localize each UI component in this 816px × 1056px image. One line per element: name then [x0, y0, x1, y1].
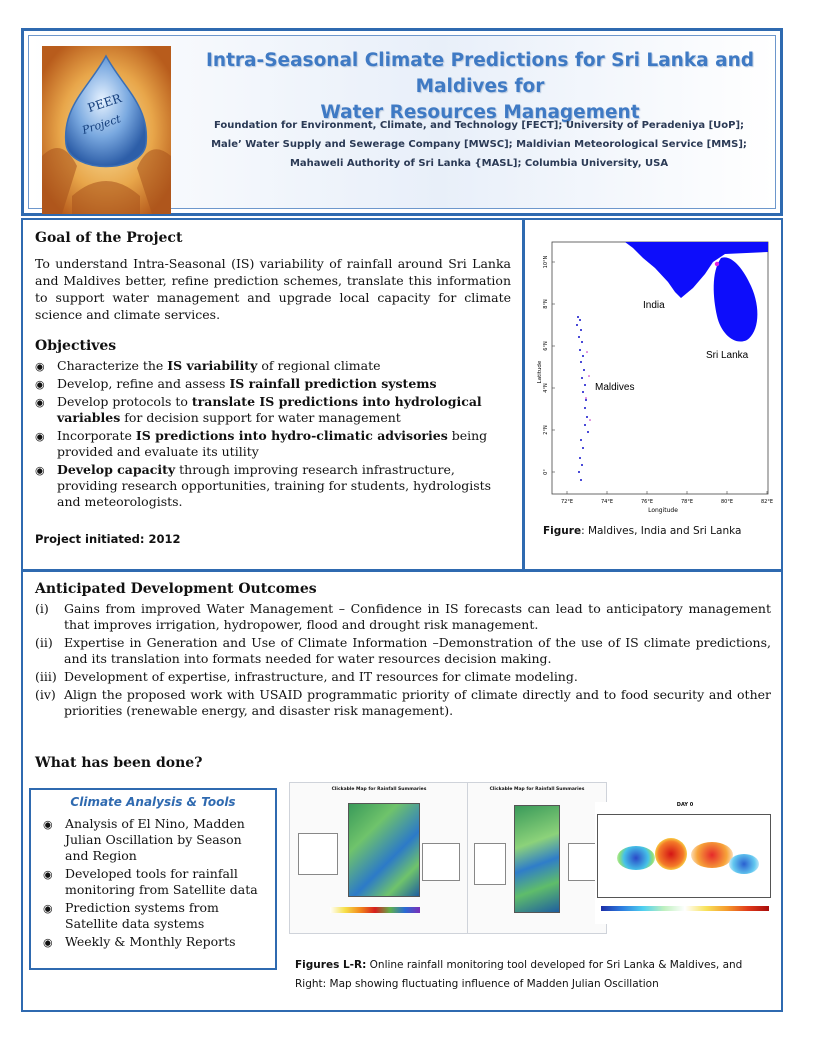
objective-text: of regional climate: [257, 358, 381, 373]
outcome-item: [35, 601, 771, 633]
outcome-item: [35, 635, 771, 667]
map-caption: [543, 522, 741, 541]
objectives-list: [33, 358, 505, 512]
map-y-tick-label: 10°N: [543, 255, 549, 269]
tool-item: [41, 816, 267, 864]
objectives-heading: Objectives: [35, 338, 117, 354]
bullet-icon: ◉: [35, 396, 45, 409]
tool-text: Weekly & Monthly Reports: [65, 934, 236, 949]
rainfall-map-figure-1: [289, 782, 469, 934]
tool-text: Prediction systems from Satellite data systems: [65, 900, 219, 931]
peer-project-logo: [42, 46, 171, 214]
outcome-text: Align the proposed work with USAID programmatic priority of climate directly and to food security and other priorities (renewable energy, and disaster risk management).: [64, 687, 771, 718]
climate-analysis-box: [29, 788, 277, 970]
outcome-item: [35, 687, 771, 719]
map-y-tick-label: 2°N: [543, 425, 549, 435]
figures-caption: [295, 956, 742, 994]
outcomes-heading: Anticipated Development Outcomes: [35, 581, 317, 597]
objective-text: being provided and evaluate its utility: [57, 428, 488, 459]
objective-text: for decision support for water management: [120, 410, 401, 425]
objective-item: [33, 428, 505, 460]
figures-caption-line-2: Right: Map showing fluctuating influence of Madden Julian Oscillation: [295, 978, 659, 990]
objective-item: [33, 376, 505, 392]
outcomes-list: [35, 601, 771, 721]
rainfall-map-figure-2: [467, 782, 607, 934]
title-line-2: Water Resources Management: [320, 102, 640, 123]
bullet-icon: ◉: [43, 868, 53, 881]
objective-bold: Develop capacity: [57, 462, 176, 477]
map-y-tick-label: 0°: [543, 469, 549, 475]
map-label-maldives: Maldives: [595, 382, 635, 393]
goal-text: To understand Intra-Seasonal (IS) variability of rainfall around Sri Lanka and Maldives better, refine prediction schemes, translate this information to support water management and upgrade local capacity for climate science and climate services.: [35, 256, 511, 322]
header-banner: [21, 28, 783, 216]
objective-text: Develop, refine and assess: [57, 376, 230, 391]
bullet-icon: ◉: [35, 360, 45, 373]
map-x-tick-label: 78°E: [680, 499, 694, 505]
logo-text-peer: PEER: [85, 91, 124, 116]
map-x-axis-label: Longitude: [648, 507, 678, 514]
objective-text: through improving research infrastructure, providing research opportunities, training for students, hydrologists and meteorologists.: [57, 462, 492, 509]
bullet-icon: ◉: [43, 818, 53, 831]
outcome-text: Expertise in Generation and Use of Climate Information –Demonstration of the use of IS climate predictions, and its translation into formats needed for water resources decision making.: [64, 635, 771, 666]
bullet-icon: ◉: [35, 464, 45, 477]
figures-caption-bold: Figures L-R:: [295, 959, 367, 971]
fig2-title: Clickable Map for Rainfall Summaries: [489, 787, 585, 792]
goal-section: [21, 218, 524, 571]
orgs-line-2: Male’ Water Supply and Sewerage Company [MWSC]; Maldivian Meteorological Service [MMS];: [211, 139, 747, 150]
map-x-tick-label: 74°E: [600, 499, 614, 505]
bullet-icon: ◉: [43, 902, 53, 915]
outcome-text: Development of expertise, infrastructure, and IT resources for climate modeling.: [64, 669, 578, 684]
map-figure: [525, 222, 778, 543]
map-x-tick-label: 80°E: [720, 499, 734, 505]
orgs-line-3: Mahaweli Authority of Sri Lanka {MASL]; Columbia University, USA: [289, 158, 669, 169]
objective-item: [33, 462, 505, 510]
fig1-title: Clickable Map for Rainfall Summaries: [331, 787, 427, 792]
map-caption-text: : Maldives, India and Sri Lanka: [581, 525, 742, 537]
outcome-item: [35, 669, 771, 685]
bullet-icon: ◉: [43, 936, 53, 949]
fig3-title: DAY 0: [676, 802, 694, 808]
project-initiated: Project initiated: 2012: [35, 532, 181, 546]
tool-text: Developed tools for rainfall monitoring from Satellite data: [65, 866, 258, 897]
objective-text: Incorporate: [57, 428, 136, 443]
mjo-map-figure: [595, 802, 775, 924]
map-x-tick-label: 72°E: [560, 499, 574, 505]
map-label-srilanka: Sri Lanka: [706, 350, 749, 361]
objective-item: [33, 358, 505, 374]
outcome-number: (i): [35, 601, 49, 616]
title-line-1: Intra-Seasonal Climate Predictions for Sri Lanka and Maldives for: [206, 50, 754, 97]
map-chart: [525, 222, 778, 517]
objective-bold: IS variability: [167, 358, 258, 373]
orgs-line-1: Foundation for Environment, Climate, and Technology [FECT]; University of Peradeniya [UoP];: [213, 120, 745, 131]
tool-item: [41, 934, 267, 950]
map-x-tick-label: 82°E: [760, 499, 774, 505]
page-title: [189, 48, 771, 126]
map-x-tick-label: 76°E: [640, 499, 654, 505]
outcome-text: Gains from improved Water Management – Confidence in IS forecasts can lead to anticipatory management that improves irrigation, hydropower, flood and drought risk management.: [64, 601, 771, 632]
tool-text: Analysis of El Nino, Madden Julian Oscillation by Season and Region: [65, 816, 245, 863]
outcome-number: (iii): [35, 669, 57, 684]
bullet-icon: ◉: [35, 378, 45, 391]
bullet-icon: ◉: [35, 430, 45, 443]
partner-organizations: [179, 116, 779, 173]
done-heading: What has been done?: [35, 755, 203, 771]
goal-heading: Goal of the Project: [35, 230, 183, 246]
header-background: [28, 35, 776, 209]
map-y-tick-label: 6°N: [543, 341, 549, 351]
objective-bold: IS rainfall prediction systems: [229, 376, 437, 391]
objective-text: Characterize the: [57, 358, 168, 373]
objective-bold: translate IS predictions into hydrological variables: [57, 394, 482, 425]
map-y-axis-label: Latitude: [537, 360, 543, 384]
objective-text: Develop protocols to: [57, 394, 192, 409]
map-y-tick-label: 8°N: [543, 299, 549, 309]
tools-list: [41, 816, 267, 952]
map-caption-bold: Figure: [543, 525, 582, 537]
outcome-number: (iv): [35, 687, 56, 702]
outcome-number: (ii): [35, 635, 53, 650]
logo-text-project: Project: [80, 112, 123, 137]
objective-item: [33, 394, 505, 426]
tools-heading: Climate Analysis & Tools: [70, 795, 236, 809]
figures-caption-line-1: Online rainfall monitoring tool developed for Sri Lanka & Maldives, and: [366, 959, 743, 971]
map-y-tick-label: 4°N: [543, 383, 549, 393]
tool-item: [41, 900, 267, 932]
tool-item: [41, 866, 267, 898]
objective-bold: IS predictions into hydro-climatic advisories: [135, 428, 448, 443]
map-label-india: India: [643, 300, 665, 311]
